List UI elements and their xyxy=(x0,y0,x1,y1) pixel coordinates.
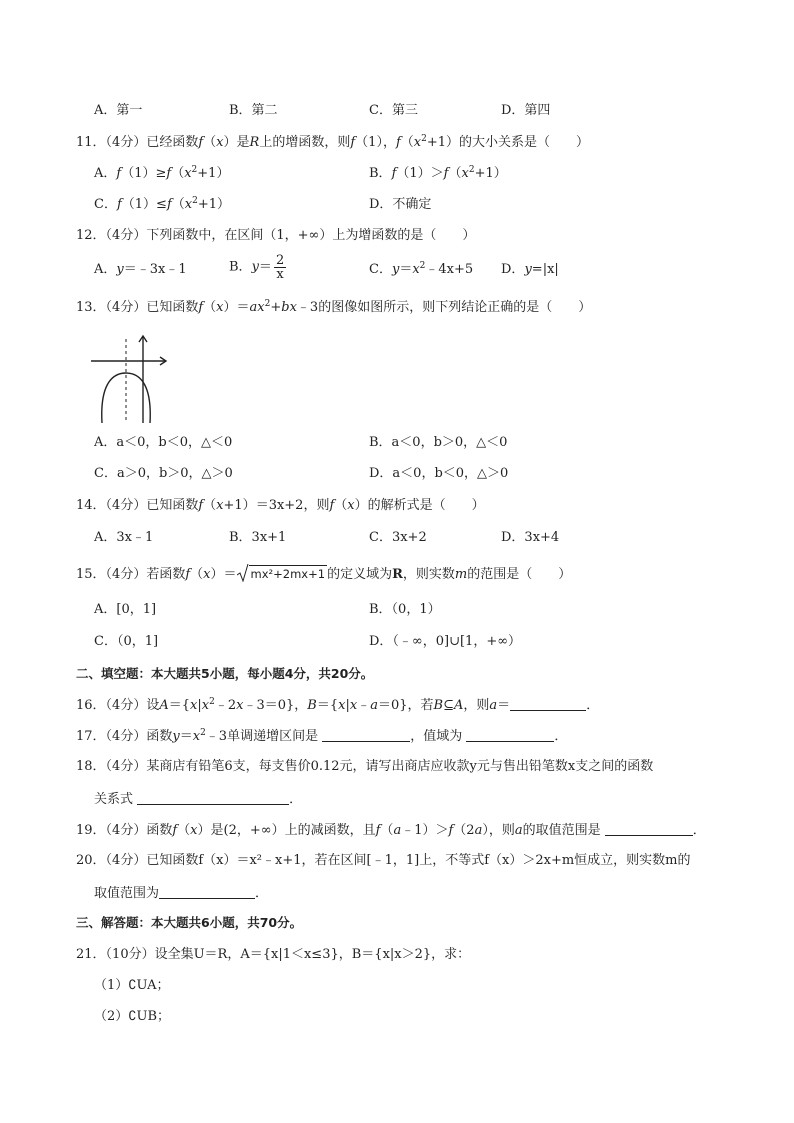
answer-blank xyxy=(322,728,410,742)
section-heading-solutions: 三、解答题：本大题共6小题，共70分。 xyxy=(76,915,303,930)
answer-blank xyxy=(137,791,289,805)
q13-stem: 13．（4分）已知函数$f(x)=ax^2+bx﹣3$的图像如图所示，则下列结论正确的是（ ） xyxy=(76,299,592,315)
q13-option-d: D．a＜0，b＜0，△＞0 xyxy=(369,466,509,481)
q21-stem: 21．（10分）设全集U＝R，A＝{x|1＜x≤3}，B＝{x|x＞2}，求： xyxy=(76,947,471,962)
q15-option-c: C．（0，1] xyxy=(94,634,159,649)
q20-line2: 取值范围为 ． xyxy=(94,886,269,901)
q13-parabola-graph xyxy=(88,333,172,425)
q15-option-b: B．（0，1） xyxy=(369,602,441,617)
q10-option-d: D．第四 xyxy=(501,103,551,118)
q12-option-d: D．y=|x| xyxy=(501,262,559,277)
q14-option-b: B．3x+1 xyxy=(229,530,287,545)
q10-option-c: C．第三 xyxy=(369,103,418,118)
q20-line1: 20．（4分）已知函数f（x）＝x²﹣x+1，若在区间[﹣1，1]上，不等式f（x）＞2x+m恒成立，则实数m的 xyxy=(76,853,691,868)
q11-option-c: C．$f(1)\le f(x^2+1)$ xyxy=(94,196,231,212)
q10-option-b: B．第二 xyxy=(229,103,278,118)
q12-option-a: A．y＝﹣3x﹣1 xyxy=(94,262,187,277)
q14-stem: 14．（4分）已知函数f（x+1）＝3x+2，则f（x）的解析式是（ ） xyxy=(76,498,485,513)
q17-stem: 17．（4分）函数$y=x^2﹣3$单调递增区间是 ，值域为 ． xyxy=(76,728,568,744)
fraction: $\frac{2}{x}$ xyxy=(275,253,285,282)
square-root-icon: mx²+2mx+1 xyxy=(237,565,328,583)
q14-option-d: D．3x+4 xyxy=(501,530,560,545)
q21-sub1: （1）∁UA； xyxy=(94,978,170,993)
q10-option-a: A．第一 xyxy=(94,103,143,118)
answer-blank xyxy=(510,697,586,711)
q15-stem: 15．（4分）若函数f（x）＝ mx²+2mx+1 的定义域为R，则实数m的范围是（ ） xyxy=(76,565,571,583)
answer-blank xyxy=(605,822,693,836)
q19-stem: 19．（4分）函数f（x）是(2，+∞）上的减函数，且f（a﹣1）＞f（2a），则a的取值范围是 ． xyxy=(76,823,706,838)
q12-option-b: B．y＝ $\frac{2}{x}$ xyxy=(229,253,285,282)
q15-option-a: A．[0，1] xyxy=(94,602,157,617)
q13-option-c: C．a＞0，b＞0，△＞0 xyxy=(94,466,233,481)
q14-option-a: A．3x﹣1 xyxy=(94,530,154,545)
q12-option-c: C．$y=x^2﹣4x+5$ xyxy=(369,261,474,277)
answer-blank xyxy=(466,728,554,742)
q12-stem: 12．（4分）下列函数中，在区间（1，+∞）上为增函数的是（ ） xyxy=(76,228,476,243)
q15-option-d: D．（﹣∞，0]∪[1，+∞） xyxy=(369,634,522,649)
q11-option-b: B．$f(1)>f(x^2+1)$ xyxy=(369,165,507,181)
q11-stem: 11．（4分）已经函数f（x）是R上的增函数，则f（1），$f(x^2+1)$的大小关系是（ ） xyxy=(76,134,590,150)
q21-sub2: （2）∁UB； xyxy=(94,1009,171,1024)
q13-option-a: A．a＜0，b＜0，△＜0 xyxy=(94,435,233,450)
q14-option-c: C．3x+2 xyxy=(369,530,427,545)
q11-option-a: A．$f(1)\ge f(x^2+1)$ xyxy=(94,165,230,181)
answer-blank xyxy=(159,885,255,899)
q11-option-d: D．不确定 xyxy=(369,197,432,212)
section-heading-fill-in: 二、填空题：本大题共5小题，每小题4分，共20分。 xyxy=(76,666,374,681)
q18-line2: 关系式 ． xyxy=(94,792,303,807)
q13-option-b: B．a＜0，b＞0，△＜0 xyxy=(369,435,508,450)
q16-stem: 16．（4分）设$A=\{x|x^2﹣2x﹣3=0\}$，B＝{x|x﹣a＝0}，若B⊆A，则a＝ ． xyxy=(76,697,600,713)
q18-line1: 18．（4分）某商店有铅笔6支，每支售价0.12元，请写出商店应收款y元与售出铅笔数x支之间的函数 xyxy=(76,759,654,774)
